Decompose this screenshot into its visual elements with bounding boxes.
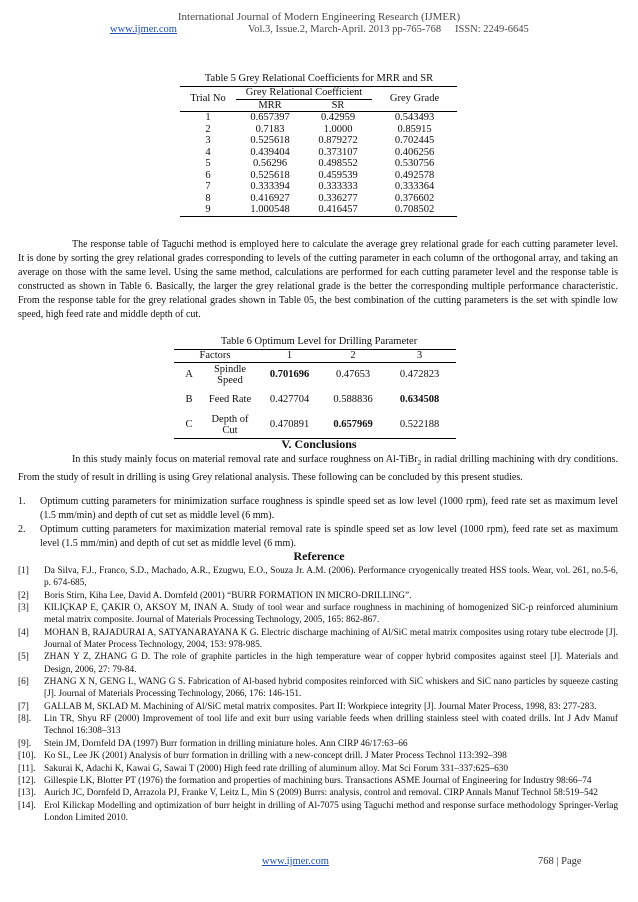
footer-page-number: 768 | Page xyxy=(538,856,582,867)
reference-text: MOHAN B, RAJADURAI A, SATYANARAYANA K G. Electric discharge machining of Al/SiC metal matrix composites using rotary tube electrode [J]. Journal of Mater Process Technology, 2004, 153: 978-985. xyxy=(44,627,618,651)
table5-row xyxy=(180,135,457,147)
table6-factor-line2: Cut xyxy=(222,425,238,436)
table5-cell-sr: 0.336277 xyxy=(318,192,358,204)
table5-header-mrr: MRR xyxy=(258,99,282,111)
reference-number: [6] xyxy=(18,677,29,688)
table6-factor-line1: Depth of xyxy=(211,413,249,425)
reference-number: [4] xyxy=(18,627,29,638)
conclusions-heading: V. Conclusions xyxy=(281,437,357,451)
table6-factor-line1: Feed Rate xyxy=(208,394,252,406)
table6-cell-v2: 0.47653 xyxy=(335,369,371,381)
table5-cell-mrr: 1.000548 xyxy=(250,204,290,215)
reference-number: [13]. xyxy=(18,788,36,799)
table5-header-group: Grey Relational Coefficient xyxy=(236,87,372,100)
table5-cell-mrr: 0.525618 xyxy=(250,169,290,181)
reference-item xyxy=(18,713,618,738)
reference-number: [10]. xyxy=(18,751,36,762)
table5-header-trial: Trial No xyxy=(190,93,226,105)
table6-cell-factor xyxy=(204,362,256,388)
table5-cell-sr: 0.373107 xyxy=(318,146,358,158)
reference-item xyxy=(18,602,618,627)
conclusions-intro-b: in radial drilling machining with dry conditions. From the study of result in drilling is using Grey relational analysis. These following can be concluded by this present studies. xyxy=(18,454,618,483)
reference-number: [3] xyxy=(18,603,29,614)
reference-item xyxy=(18,763,618,775)
reference-item xyxy=(18,775,618,787)
table5-cell-sr: 0.42959 xyxy=(320,112,356,123)
table6-cell-factor xyxy=(204,388,256,413)
reference-text: Sakurai K, Adachi K, Kawai G, Sawai T (2000) High feed rate drilling of aluminum alloy. Mat Sci Forum 331–337:625–630 xyxy=(44,763,509,774)
table5-row xyxy=(180,193,457,205)
paragraph-text: The response table of Taguchi method is employed here to calculate the average grey relational grade for each cutting parameter level. It is done by sorting the grey relational grades corresponding to levels of the cutting parameter in each column of the orthogonal array, and taking an average on those with the same level. Using the same method, calculations are performed for each cutting parameter level and the response table is constructed as shown in Table 6. Basically, the larger the grey relational grade is the better the corresponding multiple performance characteristic. From the response table for the grey relational grades shown in Table 05, the best combination of the cutting parameters is the set with spindle low speed, high feed rate and middle depth of cut. xyxy=(18,239,618,320)
conclusions-intro-a: In this study mainly focus on material removal rate and surface roughness on Al-TiBr xyxy=(72,454,418,465)
reference-text: Stein JM, Dornfeld DA (1997) Burr formation in drilling miniature holes. Ann CIRP 46/17:63–66 xyxy=(44,738,408,749)
table5-row xyxy=(180,158,457,170)
reference-item xyxy=(18,750,618,762)
response-table-paragraph xyxy=(18,238,618,321)
table5-cell-trial: 4 xyxy=(205,146,211,158)
table6-cell-factor xyxy=(204,413,256,439)
table6 xyxy=(174,349,456,439)
table6-row xyxy=(174,388,456,413)
table6-cell-v1: 0.427704 xyxy=(269,394,310,406)
table5-cell-trial: 3 xyxy=(205,135,211,146)
table5-cell-sr: 0.498552 xyxy=(318,158,358,169)
reference-text: GALLAB M, SKLAD M. Machining of Al/SiC metal matrix composites. Part II: Workpiece integrity [J]. Journal Mater Process, 1998, 83: 277-283. xyxy=(44,701,597,712)
table6-row xyxy=(174,413,456,439)
table5-cell-sr: 1.0000 xyxy=(323,123,353,135)
table5-cell-sr: 0.333333 xyxy=(318,181,358,192)
reference-item xyxy=(18,651,618,676)
header-volume: Vol.3, Issue.2, March-April. 2013 pp-765-768 xyxy=(248,24,442,35)
table6-header-factors: Factors xyxy=(199,350,231,361)
table5 xyxy=(180,86,457,217)
table5-caption: Table 5 Grey Relational Coefficients for MRR and SR xyxy=(204,73,434,84)
reference-number: [11]. xyxy=(18,763,36,774)
reference-item xyxy=(18,800,618,825)
reference-number: [7] xyxy=(18,701,29,712)
table5-cell-grade: 0.702445 xyxy=(394,135,435,146)
table5-cell-trial: 6 xyxy=(205,169,211,181)
reference-text: Gillespie LK, Blotter PT (1976) the formation and properties of machining burs. Transactions ASME Journal of Engineering for Industry 98:66–74 xyxy=(44,775,592,786)
reference-text: Boris Stirn, Kiha Lee, David A. Dornfeld (2001) “BURR FORMATION IN MICRO-DRILLING”. xyxy=(44,590,412,601)
table5-cell-mrr: 0.525618 xyxy=(250,135,290,146)
reference-item xyxy=(18,590,618,602)
conclusion-number: 2. xyxy=(18,523,26,535)
table6-cell-v3: 0.472823 xyxy=(399,369,440,381)
table5-cell-grade: 0.492578 xyxy=(394,169,435,181)
conclusion-text: Optimum cutting parameters for minimization surface roughness is spindle speed set as low level (1000 rpm), feed rate set as maximum level (1.5 mm/min) and depth of cut set as middle level (6 mm). xyxy=(40,496,618,521)
table5-row xyxy=(180,204,457,216)
table6-factor-line2: Speed xyxy=(217,375,243,386)
table6-header-1: 1 xyxy=(286,350,293,361)
conclusions-list xyxy=(18,495,618,551)
reference-text: Ko SL, Lee JK (2001) Analysis of burr formation in drilling with a new-concept drill. J Mater Process Technol 113:392–398 xyxy=(44,751,507,762)
table5-cell-mrr: 0.657397 xyxy=(250,112,290,123)
table5-cell-sr: 0.459539 xyxy=(318,169,358,181)
header-website-link[interactable]: www.ijmer.com xyxy=(110,24,177,35)
reference-number: [2] xyxy=(18,590,29,601)
reference-item xyxy=(18,701,618,713)
reference-text: KILIÇKAP E, ÇAKIR O, AKSOY M, INAN A. Study of tool wear and surface roughness in machining of homogenized SiC-p reinforced aluminium metal matrix composite. Journal of Materials Processing Technology, 2005, 165: 862-867. xyxy=(44,603,618,626)
table5-header-grade: Grey Grade xyxy=(389,93,440,105)
reference-item xyxy=(18,676,618,701)
conclusion-item xyxy=(18,495,618,523)
journal-title: International Journal of Modern Engineering Research (IJMER) xyxy=(177,11,461,23)
table6-factor-line1: Spindle xyxy=(213,363,247,375)
table6-cell-v3: 0.634508 xyxy=(399,394,440,406)
references-list xyxy=(18,565,618,824)
conclusion-number: 1. xyxy=(18,496,26,507)
table5-cell-grade: 0.708502 xyxy=(394,204,435,215)
references-heading: Reference xyxy=(293,549,345,563)
table5-cell-grade: 0.406256 xyxy=(394,146,435,158)
conclusions-intro xyxy=(18,453,618,485)
reference-number: [1] xyxy=(18,566,29,576)
table5-cell-grade: 0.85915 xyxy=(397,123,432,135)
table6-cell-key: A xyxy=(185,369,193,381)
table5-row xyxy=(180,170,457,182)
reference-text: ZHAN Y Z, ZHANG G D. The role of graphite particles in the high temperature wear of copper hybrid composites against steel [J]. Materials and Design, 2006, 27: 79-84. xyxy=(44,652,618,675)
table6-cell-v2: 0.657969 xyxy=(333,419,373,431)
table6-cell-v1: 0.470891 xyxy=(269,419,310,431)
reference-item xyxy=(18,738,618,750)
table5-row xyxy=(180,112,457,124)
table5-header-sr: SR xyxy=(331,99,345,111)
header-issn: ISSN: 2249-6645 xyxy=(455,24,529,35)
table5-cell-grade: 0.376602 xyxy=(394,192,435,204)
table5-cell-trial: 9 xyxy=(205,204,211,215)
reference-item xyxy=(18,627,618,652)
reference-number: [5] xyxy=(18,652,29,663)
conclusions-intro-subscript: 2 xyxy=(417,459,422,467)
table5-row xyxy=(180,124,457,136)
table5-row xyxy=(180,181,457,193)
table6-header-3: 3 xyxy=(416,350,423,361)
table6-cell-v3: 0.522188 xyxy=(399,419,440,431)
table6-cell-key: B xyxy=(185,394,193,406)
table5-cell-trial: 1 xyxy=(205,112,211,123)
conclusion-item xyxy=(18,523,618,551)
table6-header-2: 2 xyxy=(350,350,356,361)
table6-cell-key: C xyxy=(185,419,193,431)
table5-cell-mrr: 0.439404 xyxy=(250,146,290,158)
reference-number: [12]. xyxy=(18,775,36,786)
table5-cell-mrr: 0.56296 xyxy=(252,158,288,169)
table6-cell-v2: 0.588836 xyxy=(333,394,373,406)
table5-cell-grade: 0.530756 xyxy=(394,158,435,169)
reference-item xyxy=(18,565,618,590)
table5-cell-trial: 8 xyxy=(205,192,211,204)
reference-number: [8]. xyxy=(18,714,32,725)
table5-cell-mrr: 0.7183 xyxy=(255,123,285,135)
reference-item xyxy=(18,787,618,799)
table5-cell-trial: 5 xyxy=(205,158,211,169)
reference-text: ZHANG X N, GENG L, WANG G S. Fabrication of Al-based hybrid composites reinforced with SiC whiskers and SiC nano particles by squeeze casting [J]. Journal of Materials Processing Technology, 2066, 176: 146-151. xyxy=(44,677,618,700)
reference-number: [9]. xyxy=(18,738,32,749)
reference-text: Da Silva, F.J., Franco, S.D., Machado, A.R., Ezugwu, E.O., Souza Jr. A.M. (2006). Performance cryogenically treated HSS tools. Wear, vol. 261, no.5-6, p. 674-685, xyxy=(44,566,618,589)
conclusion-text: Optimum cutting parameters for maximization material removal rate is spindle speed set as low level (1000 rpm), feed rate set as maximum level (1.5 mm/min) and depth of cut set as middle level (6 mm). xyxy=(40,523,618,549)
footer-website-link[interactable]: www.ijmer.com xyxy=(262,856,329,867)
reference-text: Aurich JC, Dornfeld D, Arrazola PJ, Franke V, Leitz L, Min S (2009) Burrs: analysis, control and removal. CIRP Annals Manuf Technol 58:519–542 xyxy=(44,788,598,799)
reference-text: Lin TR, Shyu RF (2000) Improvement of tool life and exit burr using variable feeds when drilling stainless steel with coated drills. Int J Adv Manuf Technol 16:308–313 xyxy=(44,714,618,737)
table5-cell-trial: 7 xyxy=(205,181,211,192)
table6-cell-v1: 0.701696 xyxy=(269,369,310,381)
table5-cell-trial: 2 xyxy=(205,123,211,135)
table6-caption: Table 6 Optimum Level for Drilling Parameter xyxy=(220,336,418,347)
table5-cell-grade: 0.333364 xyxy=(394,181,435,192)
reference-text: Erol Kilickap Modelling and optimization of burr height in drilling of Al-7075 using Taguchi method and response surface methodology Springer-Verlag London Limited 2010. xyxy=(44,800,618,823)
table5-row xyxy=(180,147,457,159)
reference-number: [14]. xyxy=(18,800,36,811)
table5-cell-mrr: 0.333394 xyxy=(250,181,290,192)
table5-cell-grade: 0.543493 xyxy=(394,112,435,123)
table5-cell-sr: 0.416457 xyxy=(318,204,358,215)
table6-row xyxy=(174,362,456,388)
table5-cell-sr: 0.879272 xyxy=(318,135,358,146)
table5-cell-mrr: 0.416927 xyxy=(250,192,290,204)
